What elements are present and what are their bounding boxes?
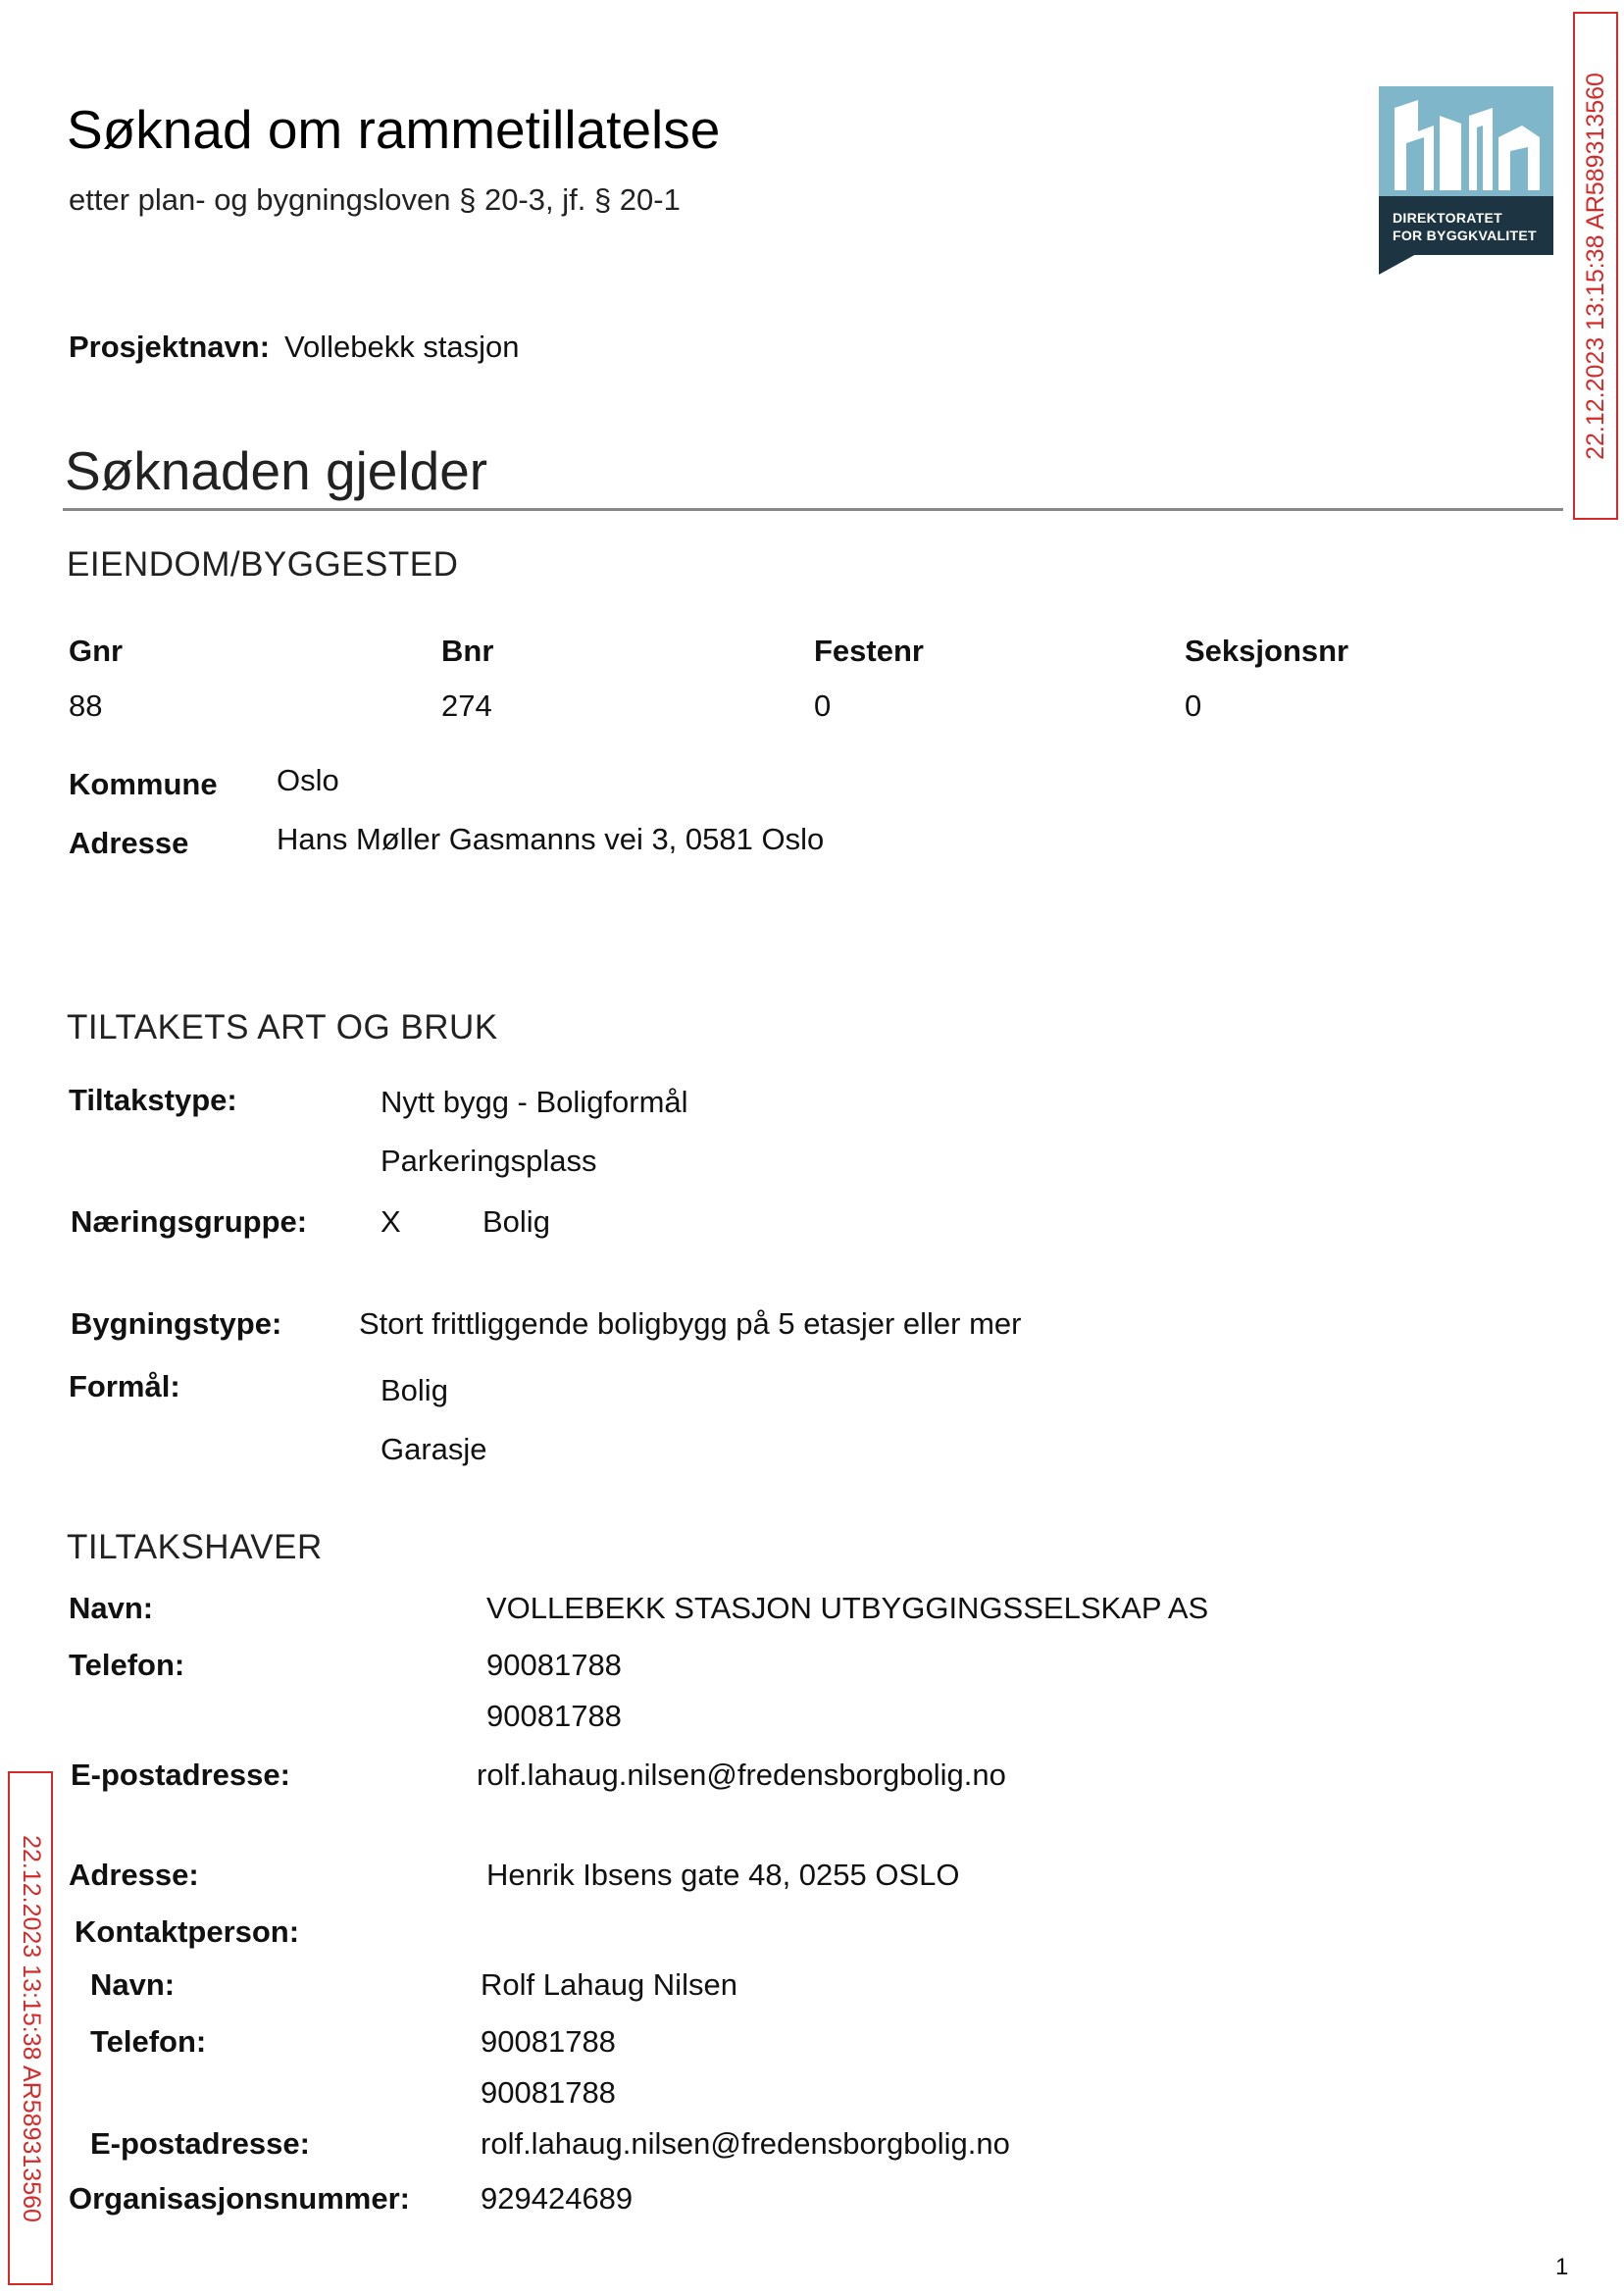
value-festenr: 0 bbox=[814, 688, 832, 723]
section-divider bbox=[63, 508, 1563, 511]
org-value: 929424689 bbox=[481, 2181, 634, 2216]
navn-value: VOLLEBEKK STASJON UTBYGGINGSSELSKAP AS bbox=[486, 1591, 1209, 1625]
adresse-value: Hans Møller Gasmanns vei 3, 0581 Oslo bbox=[277, 822, 825, 856]
kontakt-epost-label: E-postadresse: bbox=[90, 2126, 310, 2161]
kontakt-telefon-value: 90081788 bbox=[481, 2024, 616, 2059]
logo-text-line2: FOR BYGGKVALITET bbox=[1393, 228, 1537, 243]
tiltakshaver-adresse-value: Henrik Ibsens gate 48, 0255 OSLO bbox=[486, 1858, 960, 1892]
value-seksjonsnr: 0 bbox=[1185, 688, 1202, 723]
logo-flag bbox=[1379, 253, 1418, 275]
col-seksjonsnr: Seksjonsnr bbox=[1185, 634, 1349, 668]
page-title: Søknad om rammetillatelse bbox=[67, 99, 721, 160]
property-heading: EIENDOM/BYGGESTED bbox=[67, 545, 459, 584]
page-subtitle: etter plan- og bygningsloven § 20-3, jf. § 20-1 bbox=[69, 182, 681, 217]
value-gnr: 88 bbox=[69, 688, 103, 723]
naeringsgruppe-label: Næringsgruppe: bbox=[71, 1204, 308, 1239]
tiltakstype-value: Parkeringsplass bbox=[381, 1144, 597, 1178]
naeringsgruppe-value: Bolig bbox=[482, 1204, 550, 1239]
project-label: Prosjektnavn: bbox=[69, 330, 271, 364]
kontakt-telefon-value: 90081788 bbox=[481, 2075, 616, 2110]
timestamp-stamp-left bbox=[8, 1771, 53, 2285]
timestamp-stamp-right bbox=[1573, 12, 1618, 520]
tiltakstype-label: Tiltakstype: bbox=[69, 1083, 237, 1117]
tiltak-heading: TILTAKETS ART OG BRUK bbox=[67, 1008, 498, 1046]
kontakt-epost-value: rolf.lahaug.nilsen@fredensborgbolig.no bbox=[481, 2126, 1010, 2161]
navn-label: Navn: bbox=[69, 1591, 154, 1625]
formal-value: Bolig bbox=[381, 1373, 448, 1407]
tiltakshaver-adresse-label: Adresse: bbox=[69, 1858, 199, 1892]
bygningstype-value: Stort frittliggende boligbygg på 5 etasjer eller mer bbox=[359, 1306, 1022, 1341]
tiltakstype-value: Nytt bygg - Boligformål bbox=[381, 1085, 688, 1119]
dibk-logo bbox=[1379, 86, 1553, 255]
adresse-label: Adresse bbox=[69, 826, 189, 860]
kontakt-telefon-label: Telefon: bbox=[90, 2024, 207, 2059]
col-bnr: Bnr bbox=[441, 634, 494, 668]
kontakt-navn-label: Navn: bbox=[90, 1967, 176, 2002]
col-gnr: Gnr bbox=[69, 634, 124, 668]
telefon-value: 90081788 bbox=[486, 1648, 622, 1682]
epost-label: E-postadresse: bbox=[71, 1758, 290, 1792]
building-icon bbox=[1379, 86, 1553, 196]
formal-label: Formål: bbox=[69, 1369, 180, 1403]
section-title: Søknaden gjelder bbox=[65, 440, 488, 501]
kontaktperson-label: Kontaktperson: bbox=[75, 1914, 300, 1949]
stamp-text: 22.12.2023 13:15:38 AR589313560 bbox=[1581, 72, 1609, 460]
page-number: 1 bbox=[1555, 2254, 1569, 2280]
kommune-label: Kommune bbox=[69, 767, 218, 801]
telefon-value: 90081788 bbox=[486, 1699, 622, 1733]
col-festenr: Festenr bbox=[814, 634, 924, 668]
logo-text-line1: DIREKTORATET bbox=[1393, 210, 1502, 226]
tiltakshaver-heading: TILTAKSHAVER bbox=[67, 1528, 323, 1566]
value-bnr: 274 bbox=[441, 688, 492, 723]
stamp-text: 22.12.2023 13:15:38 AR589313560 bbox=[17, 1834, 45, 2222]
kommune-value: Oslo bbox=[277, 763, 339, 797]
naeringsgruppe-code: X bbox=[381, 1204, 401, 1239]
project-name: Vollebekk stasjon bbox=[284, 330, 520, 364]
bygningstype-label: Bygningstype: bbox=[71, 1306, 282, 1341]
epost-value: rolf.lahaug.nilsen@fredensborgbolig.no bbox=[477, 1758, 1006, 1792]
formal-value: Garasje bbox=[381, 1432, 487, 1466]
kontakt-navn-value: Rolf Lahaug Nilsen bbox=[481, 1967, 737, 2002]
telefon-label: Telefon: bbox=[69, 1648, 185, 1682]
org-label: Organisasjonsnummer: bbox=[69, 2181, 410, 2216]
